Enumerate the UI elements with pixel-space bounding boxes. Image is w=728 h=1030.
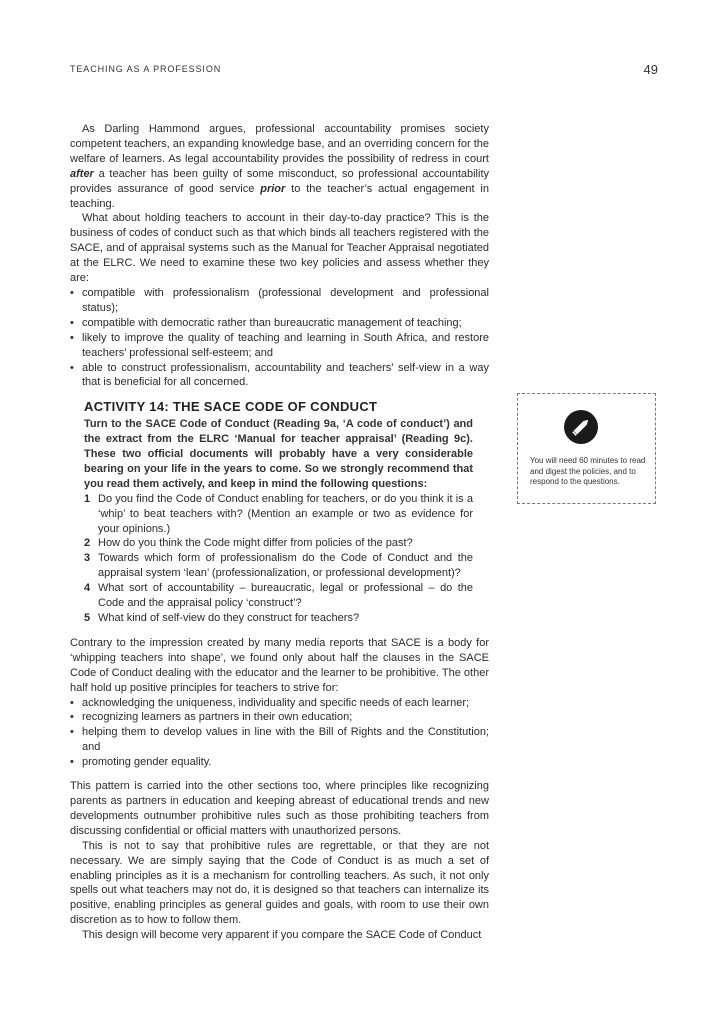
pencil-icon bbox=[564, 410, 598, 444]
question-number: 4 bbox=[84, 582, 91, 595]
paragraph-pattern: This pattern is carried into the other sections too, where principles like recognizing parents as partners in education and keeping abreast of educational trends and new developments outnumber prohibitive rules such as those prohibiting teachers from discussing confidential or official matters with unauthorized persons. bbox=[70, 780, 489, 837]
question-item: 4 What sort of accountability – bureaucratic, legal or professional – do the Code and the appraisal policy ‘construct’? bbox=[84, 582, 473, 610]
emphasis-after: after bbox=[70, 167, 94, 180]
list-item: • likely to improve the quality of teaching and learning in South Africa, and restore teachers’ professional self-esteem; and bbox=[70, 331, 489, 361]
running-title: TEACHING AS A PROFESSION bbox=[70, 64, 222, 74]
activity-instructions: Turn to the SACE Code of Conduct (Reading 9a, ‘A code of conduct’) and the extract from the ELRC ‘Manual for teacher appraisal’ (Reading 9c). These two official documents will probably have a very considerable bearing on your life in the years to come. So we strongly recommend that you read them actively, and keep in mind the following questions: bbox=[84, 418, 473, 490]
list-item: • acknowledging the uniqueness, individuality and specific needs of each learner; bbox=[70, 696, 489, 711]
question-number: 3 bbox=[84, 552, 91, 565]
question-item: 1 Do you find the Code of Conduct enabling for teachers, or do you think it is a ‘whip’ to beat teachers with? (Mention an example or two as evidence for your opinions.) bbox=[84, 492, 473, 535]
emphasis-prior: prior bbox=[260, 182, 286, 195]
time-note: You will need 60 minutes to read and digest the policies, and to respond to the questions. bbox=[530, 456, 646, 486]
question-item: 3 Towards which form of professionalism do the Code of Conduct and the appraisal system ‘lean’ (professionalization, or professional development)? bbox=[84, 552, 473, 580]
time-sidebar bbox=[517, 393, 656, 504]
paragraph-prohibitive: This is not to say that prohibitive rules are regrettable, or that they are not necessary. We are simply saying that the Code of Conduct is as much a set of enabling principles as it is a mechanism for controlling teachers. As such, it not only spells out what teachers may not do, it is designed so that teachers can internalize its positive, enabling principles as general guides and goals, with room to use their own discretion as to how to follow them. bbox=[70, 839, 489, 927]
question-number: 5 bbox=[84, 612, 91, 624]
list-item: • compatible with professionalism (professional development and professional status); bbox=[70, 286, 489, 316]
list-item: • compatible with democratic rather than bureaucratic management of teaching; bbox=[70, 316, 489, 331]
question-item: 5 What kind of self-view do they construct for teachers? bbox=[84, 612, 360, 624]
list-item: • able to construct professionalism, accountability and teachers’ self-view in a way that is beneficial for all concerned. bbox=[70, 361, 489, 391]
list-item: • helping them to develop values in line with the Bill of Rights and the Constitution; and bbox=[70, 725, 489, 755]
activity-title: ACTIVITY 14: THE SACE CODE OF CONDUCT bbox=[84, 399, 378, 415]
page-header bbox=[70, 60, 658, 78]
activity-box bbox=[84, 400, 473, 626]
question-number: 1 bbox=[84, 492, 91, 505]
principles-list bbox=[70, 696, 489, 771]
paragraph-design: This design will become very apparent if you compare the SACE Code of Conduct bbox=[82, 929, 482, 942]
paragraph-accountability: As Darling Hammond argues, professional accountability promises society competent teachers, an expanding knowledge base, and an overriding concern for the welfare of learners. As legal accountability provides the possibility of redress in court after a teacher has been guilty of some misconduct, so professional accountability provides assurance of good service prior to the teacher’s actual engagement in teaching. bbox=[70, 123, 489, 210]
question-number: 2 bbox=[84, 537, 91, 550]
activity-questions bbox=[84, 492, 473, 626]
paragraph-codes: What about holding teachers to account in their day-to-day practice? This is the business of codes of conduct such as that which binds all teachers registered with the SACE, and of appraisal systems such as the Manual for Teacher Appraisal negotiated at the ELRC. We need to examine these two key policies and assess whether they are: bbox=[70, 212, 489, 285]
criteria-list bbox=[70, 286, 489, 390]
main-text bbox=[70, 122, 489, 943]
question-item: 2 How do you think the Code might differ from policies of the past? bbox=[84, 537, 413, 550]
paragraph-contrary: Contrary to the impression created by many media reports that SACE is a body for ‘whipping teachers into shape’, we found only about half the clauses in the SACE Code of Conduct dealing with the educator and the learner to be prohibitive. The other half hold up positive principles for teachers to strive for: bbox=[70, 636, 489, 694]
page-number: 49 bbox=[643, 61, 658, 77]
list-item: • recognizing learners as partners in their own education; bbox=[70, 710, 489, 725]
list-item: • promoting gender equality. bbox=[70, 755, 489, 770]
